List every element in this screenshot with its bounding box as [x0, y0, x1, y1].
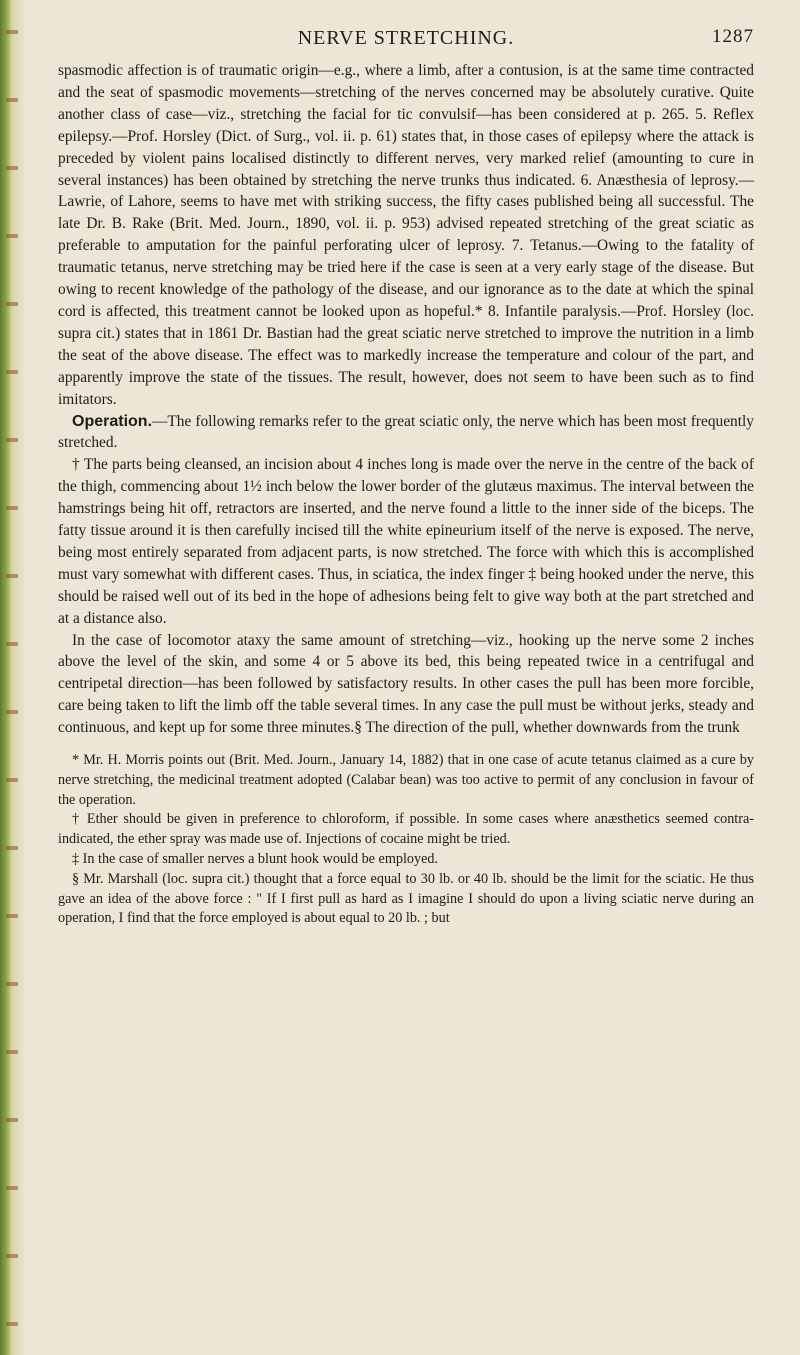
operation-intro-text: —The following remarks refer to the great sciatic only, the nerve which has been most frequently stretched. — [58, 412, 754, 452]
operation-heading: Operation. — [72, 412, 153, 430]
page-number: 1287 — [712, 26, 754, 47]
paragraph-locomotor-ataxy: In the case of locomotor ataxy the same amount of stretching—viz., hooking up the nerve some 2 inches above the level of the skin, and some 4 or 5 above its bed, this being repeated twice in a centrifugal and centripetal direction—has been followed by satisfactory results. In other cases the pull has been more forcible, care being taken to lift the limb off the table several times. In any case the pull must be without jerks, steady and continuous, and kept up for some three minutes.§ The direction of the pull, whether downwards from the trunk — [58, 631, 754, 737]
footnote-asterisk: * Mr. H. Morris points out (Brit. Med. Journ., January 14, 1882) that in one case of acute tetanus claimed as a cure by nerve stretching, the medicinal treatment adopted (Calabar bean) was too active to permit of any conclusion in favour of the operation. — [58, 752, 754, 808]
footnote-dagger: † Ether should be given in preference to chloroform, if possible. In some cases where anæsthetics seemed contra-indicated, the ether spray was made use of. Injections of cocaine might be tried. — [58, 811, 754, 848]
footnotes — [58, 751, 754, 929]
running-header — [58, 0, 754, 50]
paragraph-incision: † The parts being cleansed, an incision about 4 inches long is made over the nerve in the centre of the back of the thigh, commencing about 1½ inch below the lower border of the glutæus maximus. The interval between the hamstrings being hit off, retractors are inserted, and the nerve found a little to the inner side of the biceps. The fatty tissue around it is then carefully incised till the white epineurium itself of the nerve is exposed. The nerve, being most entirely separated from adjacent parts, is now stretched. The force with which this is accomplished must vary somewhat with different cases. Thus, in sciatica, the index finger ‡ being hooked under the nerve, this should be raised well out of its bed in the hope of adhesions being felt to give way both at the part stretched and at a distance also. — [58, 456, 754, 627]
paragraph-indications: spasmodic affection is of traumatic origin—e.g., where a limb, after a contusion, is at the same time contracted and the seat of spasmodic movements—stretching of the nerves concerned may be absolutely curative. Quite another class of case—viz., stretching the facial for tic convulsif—has been considered at p. 265. 5. Reflex epilepsy.—Prof. Horsley (Dict. of Surg., vol. ii. p. 61) states that, in those cases of epilepsy where the attack is preceded by violent pains localised distinctly to different nerves, very marked relief (amounting to cure in several instances) has been obtained by stretching the nerve trunks thus indicated. 6. Anæsthesia of leprosy.—Lawrie, of Lahore, seems to have met with striking success, the fifty cases published being all successful. The late Dr. B. Rake (Brit. Med. Journ., 1890, vol. ii. p. 953) advised repeated stretching of the great sciatic as preferable to amputation for the painful perforating ulcer of leprosy. 7. Tetanus.—Owing to the fatality of traumatic tetanus, nerve stretching may be tried here if the case is seen at a very early stage of the disease. But owing to recent knowledge of the pathology of the disease, and our ignorance as to the date at which the spinal cord is affected, this treatment cannot be looked upon as hopeful.* 8. Infantile paralysis.—Prof. Horsley (loc. supra cit.) states that in 1861 Dr. Bastian had the great sciatic nerve stretched to improve the nutrition in a limb the seat of the above disease. The effect was to markedly increase the temperature and colour of the part, and apparently improve the state of the tissues. The result, however, does not seem to have been such as to find imitators. — [58, 62, 754, 408]
footnote-section: § Mr. Marshall (loc. supra cit.) thought that a force equal to 30 lb. or 40 lb. should be the limit for the sciatic. He thus gave an idea of the above force : " If I first pull as hard as I imagine I should do upon a living sciatic nerve during an operation, I find that the force employed is about equal to 20 lb. ; but — [58, 870, 754, 927]
body-text — [58, 60, 754, 739]
running-title: NERVE STRETCHING. — [297, 27, 515, 49]
binding-edge — [0, 0, 26, 1355]
footnote-double-dagger: ‡ In the case of smaller nerves a blunt hook would be employed. — [72, 851, 439, 868]
paragraph-operation-intro — [58, 411, 754, 455]
